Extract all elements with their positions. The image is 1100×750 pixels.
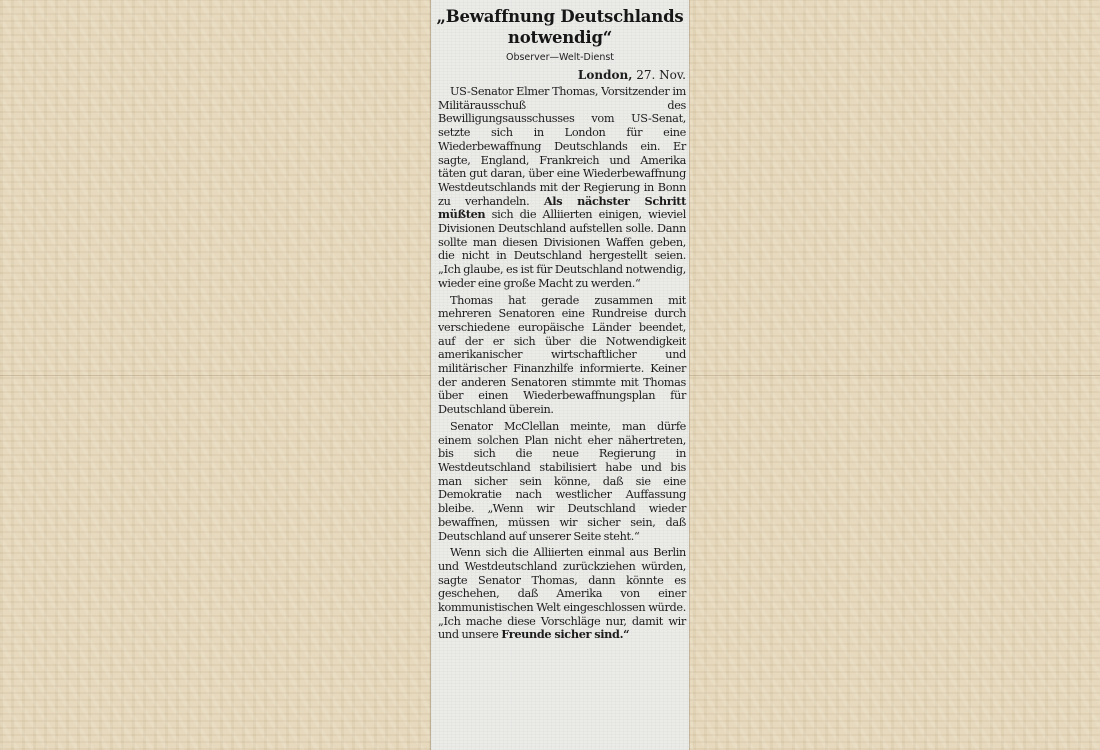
- article-headline: „Bewaffnung Deutschlands notwendig“: [436, 7, 684, 47]
- article-paragraph-4: [438, 546, 686, 642]
- article-dateline: [431, 68, 686, 83]
- paragraph-4-bold-text: Freunde sicher sind.“: [501, 627, 630, 642]
- newspaper-clipping: [431, 0, 689, 750]
- article-paragraph-1: [438, 85, 686, 291]
- article-paragraph-3: Senator McClellan meinte, man dürfe einem solchen Plan nicht eher nähertreten, bis sich die neue Regierung in Westdeutschland stabilisiert habe und bis man sicher sein könne, daß sie eine Demokratie nach westlicher Auffassung bleibe. „Wenn wir Deutschland wieder bewaffnen, müssen wir sicher sein, daß Deutschland auf unserer Seite steht.“: [438, 419, 686, 543]
- paragraph-4-text: Wenn sich die Alliierten einmal aus Berlin und Westdeutschland zurückziehen würden, sagte Senator Thomas, dann könnte es geschehen, daß Amerika von einer kommunistischen Welt eingeschlossen würde. „Ich mache diese Vorschläge nur, damit wir und unsere: [438, 546, 686, 642]
- article-body: [438, 85, 686, 642]
- dateline-date: 27. Nov.: [636, 68, 686, 82]
- news-service-credit: Observer—Welt-Dienst: [505, 52, 615, 63]
- dateline-place: London,: [577, 68, 633, 82]
- article-paragraph-2: Thomas hat gerade zusammen mit mehreren Senatoren eine Rundreise durch verschiedene europäische Länder beendet, auf der er sich über die Notwendigkeit amerikanischer wirtschaftlicher und militärischer Finanzhilfe informierte. Keiner der anderen Senatoren stimmte mit Thomas über einen Wiederbewaffnungsplan für Deutschland überein.: [438, 293, 686, 417]
- paragraph-1-text-a: US-Senator Elmer Thomas, Vorsitzender im Militärausschuß des Bewilligungsausschusses vom US-Senat, setzte sich in London für eine Wiederbewaffnung Deutschlands ein. Er sagte, England, Frankreich und Amerika täten gut daran, über eine Wiederbewaffnung Westdeutschlands mit der Regierung in Bonn zu verhandeln.: [438, 85, 686, 208]
- paragraph-1-bold-text: Als nächster Schritt müßten: [438, 193, 687, 222]
- paragraph-1-text-c: sich die Alliierten einigen, wieviel Divisionen Deutschland aufstellen solle. Dann sollte man diesen Divisionen Waffen geben, die nicht in Deutschland hergestellt seien. „Ich glaube, es ist für Deutschland notwendig, wieder eine große Macht zu werden.“: [438, 208, 686, 290]
